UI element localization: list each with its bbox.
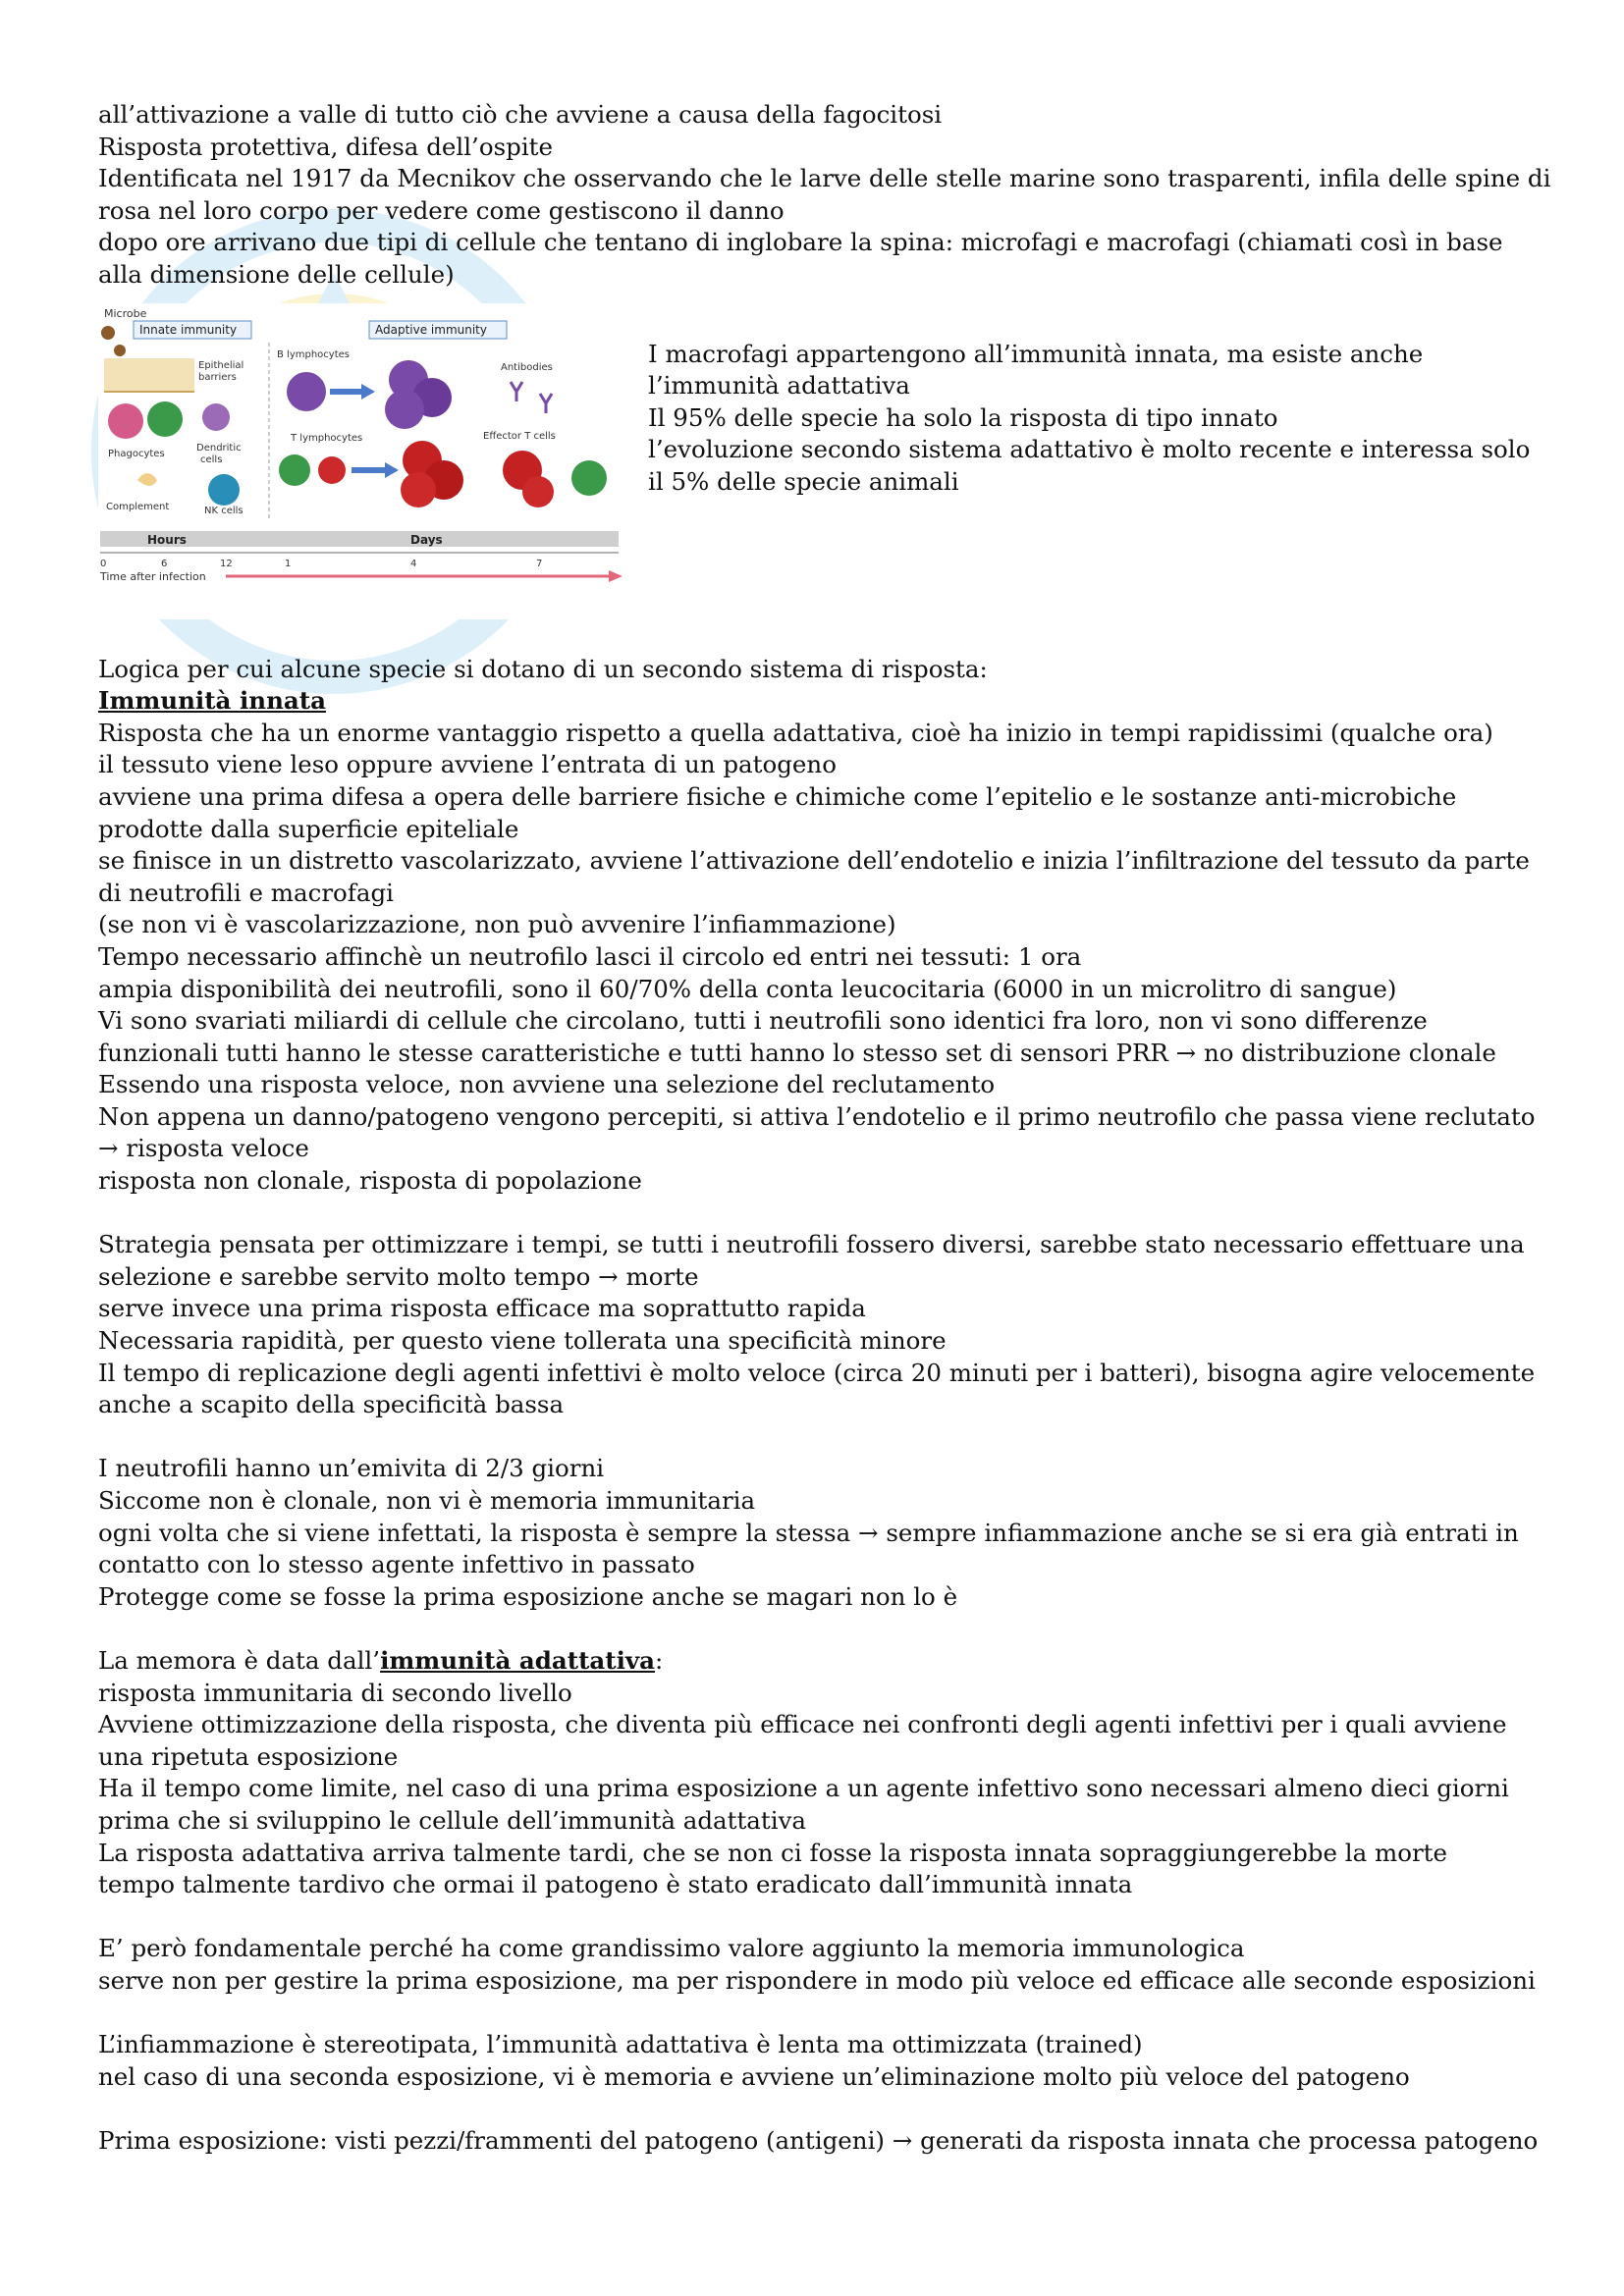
paragraph: L’infiammazione è stereotipata, l’immunità adattativa è lenta ma ottimizzata (trained) [98,2030,1143,2059]
paragraph: Prima esposizione: visti pezzi/frammenti del patogeno (antigeni) → generati da risposta innata che processa patogeno [98,2125,1539,2155]
paragraph: nel caso di una seconda esposizione, vi è memoria e avviene un’eliminazione molto più veloce del patogeno [98,2061,1410,2091]
paragraph: Necessaria rapidità, per questo viene tollerata una specificità minore [98,1326,947,1356]
figure-side-text [648,339,1551,499]
paragraph: Risposta che ha un enorme vantaggio rispetto a quella adattativa, cioè ha inizio in tempi rapidissimi (qualche ora) [98,718,1493,747]
paragraph: risposta immunitaria di secondo livello [98,1678,572,1707]
figure-row [98,303,1551,627]
paragraph: Tempo necessario affinchè un neutrofilo lasci il circolo ed entri nei tessuti: 1 ora [98,941,1082,971]
paragraph: Il tempo di replicazione degli agenti infettivi è molto veloce (circa 20 minuti per i batteri), bisogna agire velocemente anche a scapito della specificità bassa [98,1358,1536,1419]
fig-tick-7: 7 [536,558,543,569]
fig-label-dendritic: Dendritic [196,442,242,454]
paragraph: Vi sono svariati miliardi di cellule che circolano, tutti i neutrofili sono identici fra loro, non vi sono differenze funzionali tutti hanno le stesse caratteristiche e tutti hanno lo stesso set di sensori PRR → no distribuzione clonale [98,1006,1496,1067]
fig-label-dendritic-cells: cells [200,454,223,465]
fig-tick-6: 6 [161,558,168,569]
paragraph: Identificata nel 1917 da Mecnikov che osservando che le larve delle stelle marine sono trasparenti, infila delle spine di rosa nel loro corpo per vedere come gestiscono il danno [98,164,1551,225]
fig-label-effector: Effector T cells [483,430,556,442]
fig-label-complement: Complement [106,501,170,512]
fig-tick-1: 1 [285,558,292,569]
fig-label-hours: Hours [147,532,187,547]
fig-tick-12: 12 [220,558,233,569]
paragraph: Avviene ottimizzazione della risposta, che diventa più efficace nei confronti degli agenti infettivi per i quali avviene una ripetuta esposizione [98,1710,1507,1771]
memory-strong: immunità adattativa [380,1645,655,1675]
paragraph: il tessuto viene leso oppure avviene l’entrata di un patogeno [98,750,837,779]
paragraph: Protegge come se fosse la prima esposizione anche se magari non lo è [98,1581,958,1611]
paragraph: avviene una prima difesa a opera delle barriere fisiche e chimiche come l’epitelio e le sostanze anti-microbiche prodotte dalla superficie epiteliale [98,781,1457,843]
paragraph: La risposta adattativa arriva talmente tardi, che se non ci fosse la risposta innata sopraggiungerebbe la morte [98,1838,1448,1867]
fig-label-antibodies: Antibodies [501,361,553,373]
document-page [98,99,1551,2157]
paragraph: (se non vi è vascolarizzazione, non può avvenire l’infiammazione) [98,910,896,939]
fig-label-time-after: Time after infection [100,569,206,583]
fig-label-days: Days [410,532,443,547]
fig-label-adaptive: Adaptive immunity [375,322,487,337]
fig-label-epithelial: Epithelial [198,359,244,371]
fig-label-phagocytes: Phagocytes [108,448,165,459]
paragraph: ampia disponibilità dei neutrofili, sono il 60/70% della conta leucocitaria (6000 in un microlitro di sangue) [98,974,1397,1003]
paragraph: l’evoluzione secondo sistema adattativo è molto recente e interessa solo il 5% delle specie animali [648,435,1531,496]
paragraph: Siccome non è clonale, non vi è memoria immunitaria [98,1486,756,1515]
paragraph: ogni volta che si viene infettati, la risposta è sempre la stessa → sempre infiammazione anche se si era già entrati in contatto con lo stesso agente infettivo in passato [98,1518,1519,1579]
paragraph: serve invece una prima risposta efficace ma soprattutto rapida [98,1294,866,1323]
paragraph: Strategia pensata per ottimizzare i tempi, se tutti i neutrofili fossero diversi, sarebbe stato necessario effettuare una selezione e sarebbe servito molto tempo → morte [98,1230,1525,1291]
fig-tick-0: 0 [100,558,107,569]
fig-label-barriers: barriers [198,371,237,383]
paragraph: E’ però fondamentale perché ha come grandissimo valore aggiunto la memoria immunologica [98,1934,1245,1963]
memory-prefix: La memora è data dall’ [98,1645,381,1675]
paragraph: dopo ore arrivano due tipi di cellule che tentano di inglobare la spina: microfagi e macrofagi (chiamati così in base alla dimensione delle cellule) [98,228,1503,289]
fig-label-b-lymph: B lymphocytes [277,348,350,360]
paragraph: se finisce in un distretto vascolarizzato, avviene l’attivazione dell’endotelio e inizia l’infiltrazione del tessuto da parte di neutrofili e macrofagi [98,846,1530,907]
fig-label-microbe: Microbe [104,306,147,320]
paragraph: all’attivazione a valle di tutto ciò che avviene a causa della fagocitosi [98,100,943,129]
memory-suffix: : [655,1645,664,1675]
paragraph: Logica per cui alcune specie si dotano di un secondo sistema di risposta: [98,654,988,683]
fig-label-t-lymph: T lymphocytes [291,432,363,444]
paragraph: Risposta protettiva, difesa dell’ospite [98,132,554,161]
paragraph: serve non per gestire la prima esposizione, ma per rispondere in modo più veloce ed efficace alle seconde esposizioni [98,1965,1536,1995]
paragraph: Il 95% delle specie ha solo la risposta di tipo innato [648,402,1278,432]
fig-tick-4: 4 [410,558,417,569]
paragraph: Ha il tempo come limite, nel caso di una prima esposizione a un agente infettivo sono necessari almeno dieci giorni prima che si sviluppino le cellule dell’immunità adattativa [98,1774,1509,1835]
memory-paragraph [98,1645,1551,1678]
paragraph: Essendo una risposta veloce, non avviene una selezione del reclutamento [98,1070,996,1099]
section-heading-innate: Immunità innata [98,686,326,716]
paragraph: I neutrofili hanno un’emivita di 2/3 giorni [98,1454,605,1483]
paragraph: I macrofagi appartengono all’immunità innata, ma esiste anche l’immunità adattativa [648,339,1424,400]
fig-label-innate: Innate immunity [139,322,238,337]
immunity-timeline-figure [98,303,628,619]
paragraph: Non appena un danno/patogeno vengono percepiti, si attiva l’endotelio e il primo neutrofilo che passa viene reclutato → risposta veloce [98,1101,1536,1163]
fig-label-nk: NK cells [204,505,244,516]
paragraph: risposta non clonale, risposta di popolazione [98,1166,642,1196]
paragraph: tempo talmente tardivo che ormai il patogeno è stato eradicato dall’immunità innata [98,1870,1133,1899]
